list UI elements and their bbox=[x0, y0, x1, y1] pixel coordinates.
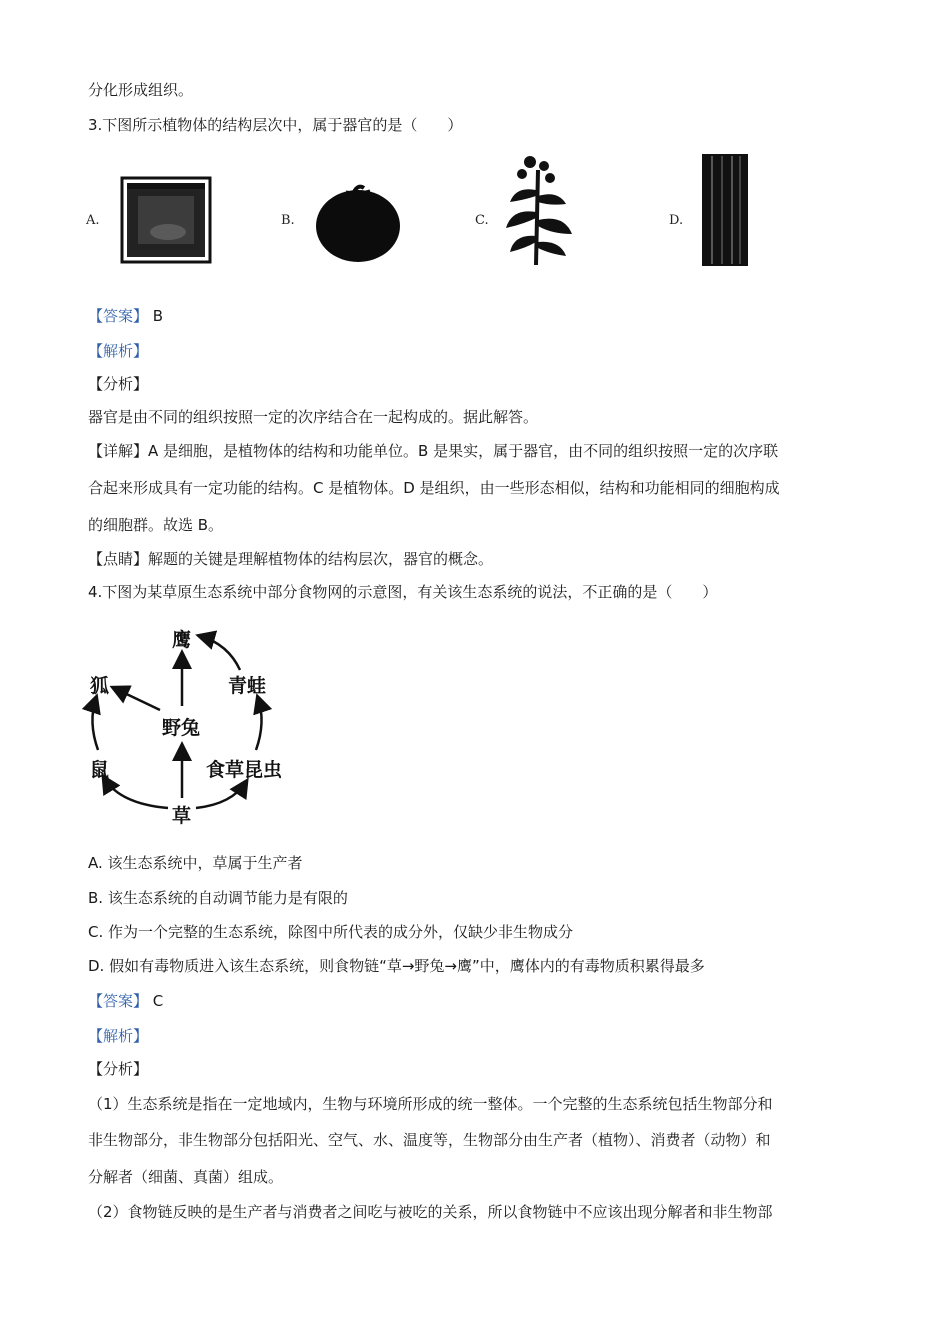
analysis-tag: 【解析】 bbox=[88, 1027, 149, 1045]
arrow-grass-mouse bbox=[104, 778, 168, 808]
option-b: B. 该生态系统的自动调节能力是有限的 bbox=[88, 889, 348, 907]
node-eagle: 鹰 bbox=[172, 629, 192, 651]
text-line: 【详解】A 是细胞，是植物体的结构和功能单位。B 是果实，属于器官，由不同的组织按照一定的次序联 bbox=[88, 442, 779, 460]
node-frog: 青蛙 bbox=[228, 675, 267, 697]
option-d-label: D. bbox=[669, 213, 684, 228]
answer-line bbox=[88, 306, 163, 326]
fruit-image bbox=[310, 180, 406, 264]
node-grass: 草 bbox=[172, 805, 192, 827]
node-mouse: 鼠 bbox=[90, 759, 110, 781]
answer-tag: 【答案】 bbox=[88, 992, 149, 1010]
option-a-label: A. bbox=[86, 213, 100, 228]
arrow-insect-frog bbox=[256, 698, 262, 750]
option-b-label: B. bbox=[281, 213, 295, 228]
node-insect: 食草昆虫 bbox=[206, 759, 283, 781]
analysis-tag: 【解析】 bbox=[88, 342, 149, 360]
option-c: C. 作为一个完整的生态系统，除图中所代表的成分外，仅缺少非生物成分 bbox=[88, 923, 574, 941]
text-line: 的细胞群。故选 B。 bbox=[88, 516, 224, 534]
node-fox: 狐 bbox=[90, 675, 110, 697]
option-c-label: C. bbox=[475, 213, 489, 228]
arrow-grass-insect bbox=[196, 782, 246, 808]
arrow-mouse-fox bbox=[92, 698, 98, 750]
node-rabbit: 野兔 bbox=[162, 717, 201, 739]
arrow-frog-eagle bbox=[200, 636, 240, 670]
answer-value: C bbox=[152, 992, 164, 1010]
text-line: 分化形成组织。 bbox=[88, 81, 194, 99]
question-3-stem: 3.下图所示植物体的结构层次中，属于器官的是（ ） bbox=[88, 116, 463, 134]
text-line: 分解者（细菌、真菌）组成。 bbox=[88, 1168, 284, 1186]
fenxi-tag: 【分析】 bbox=[88, 375, 149, 393]
text-line: （1）生态系统是指在一定地域内，生物与环境所形成的统一整体。一个完整的生态系统包括生物部分和 bbox=[88, 1095, 773, 1113]
arrow-rabbit-fox bbox=[114, 688, 160, 710]
text-line: 【点睛】解题的关键是理解植物体的结构层次，器官的概念。 bbox=[88, 550, 494, 568]
option-d: D. 假如有毒物质进入该生态系统，则食物链“草→野兔→鹰”中，鹰体内的有毒物质积累得最多 bbox=[88, 957, 705, 975]
text-line: 非生物部分，非生物部分包括阳光、空气、水、温度等，生物部分由生产者（植物）、消费者（动物）和 bbox=[88, 1131, 771, 1149]
text-line: 器官是由不同的组织按照一定的次序结合在一起构成的。据此解答。 bbox=[88, 408, 539, 426]
food-web-diagram bbox=[80, 618, 320, 834]
text-line: （2）食物链反映的是生产者与消费者之间吃与被吃的关系，所以食物链中不应该出现分解者和非生物部 bbox=[88, 1203, 773, 1221]
cell-image bbox=[118, 174, 214, 266]
fenxi-tag: 【分析】 bbox=[88, 1060, 149, 1078]
answer-line bbox=[88, 991, 163, 1011]
plant-image bbox=[500, 150, 580, 270]
option-a: A. 该生态系统中，草属于生产者 bbox=[88, 854, 303, 872]
tissue-image bbox=[700, 152, 750, 268]
question-4-stem: 4.下图为某草原生态系统中部分食物网的示意图，有关该生态系统的说法，不正确的是（ ） bbox=[88, 583, 718, 601]
text-line: 合起来形成具有一定功能的结构。C 是植物体。D 是组织，由一些形态相似，结构和功能相同的细胞构成 bbox=[88, 479, 780, 497]
answer-value: B bbox=[152, 307, 164, 325]
answer-tag: 【答案】 bbox=[88, 307, 149, 325]
